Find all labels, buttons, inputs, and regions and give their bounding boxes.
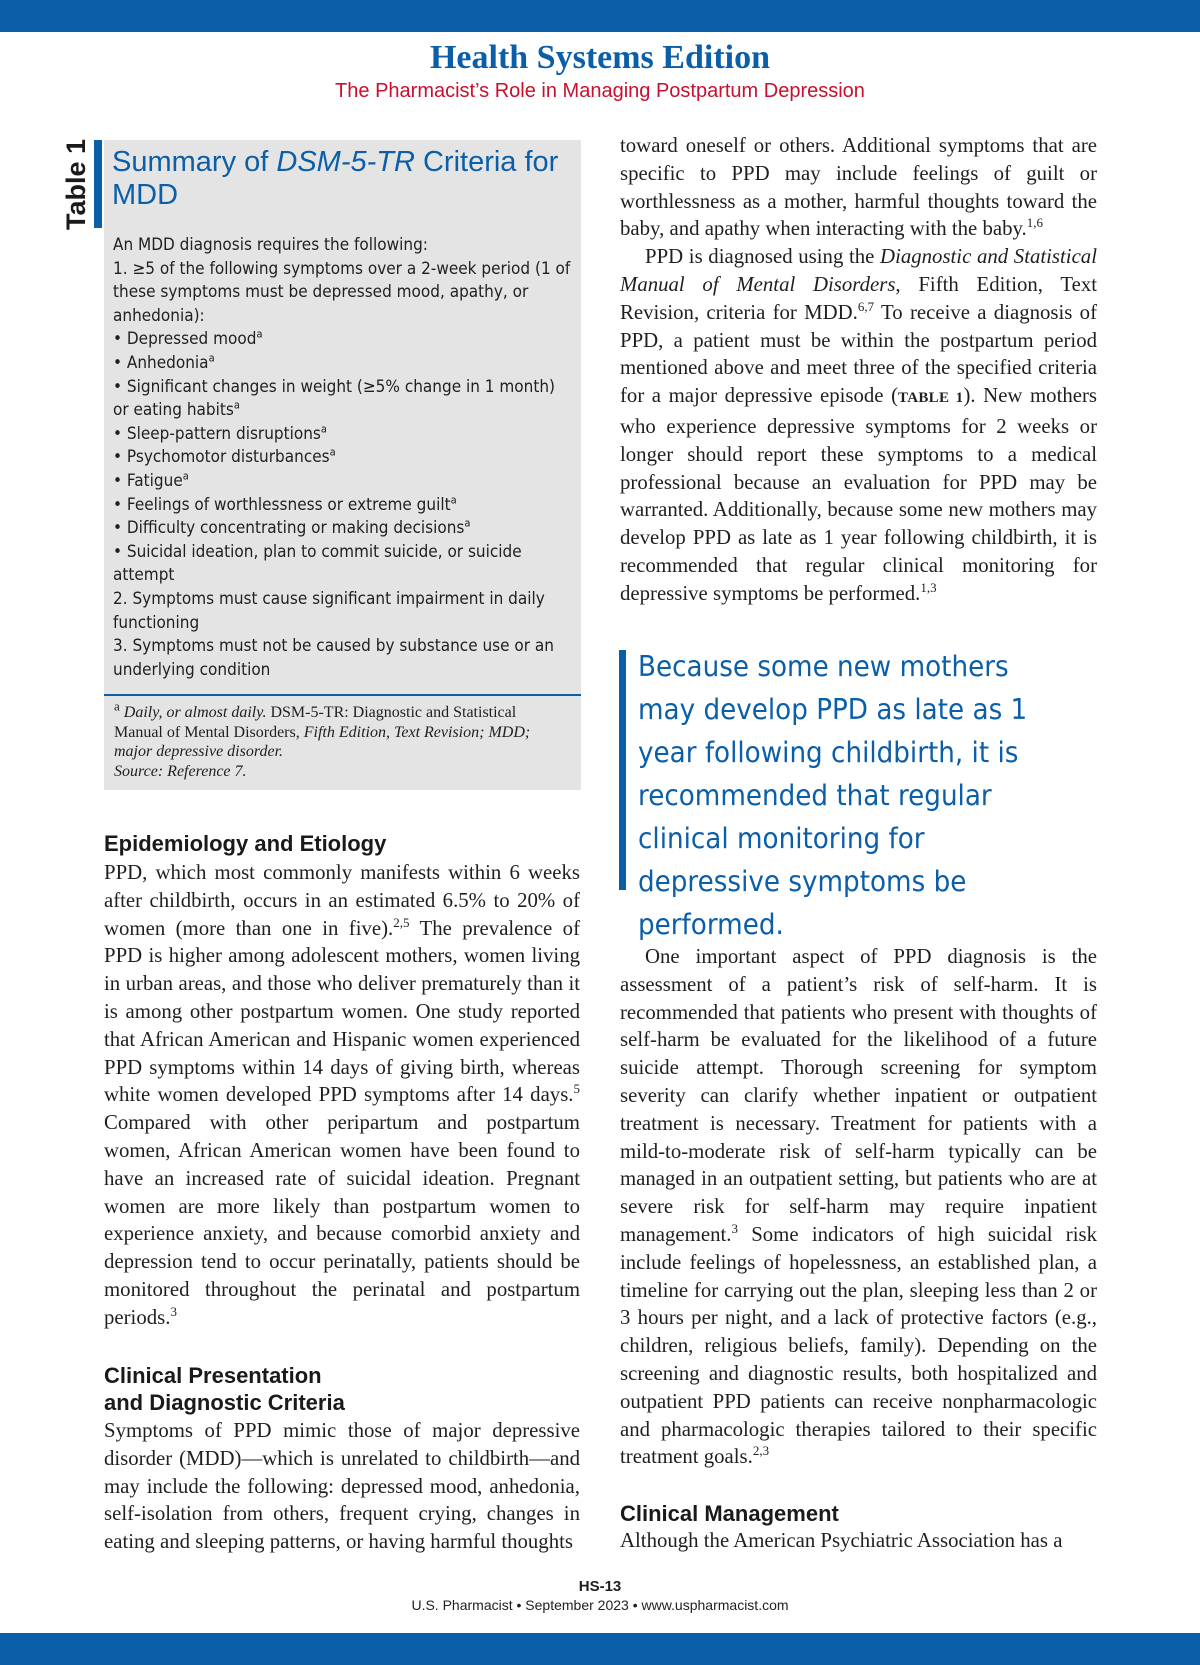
paragraph: toward oneself or others. Additional symptoms that are specific to PPD may include feelings of guilt or worthlessness as a mother, harmful thoughts toward the baby, and apathy when interacting with the baby.$^{1,6}$	[620, 134, 1097, 241]
criteria-bullet: • Depressed mood$^a$	[113, 327, 263, 350]
epidemiology-body	[104, 859, 580, 1332]
table-title: Summary of DSM-5-TR Criteria for MDD	[112, 146, 559, 211]
table-intro: An MDD diagnosis requires the following:	[113, 235, 428, 255]
section-heading-epidemiology: Epidemiology and Etiology	[104, 831, 387, 856]
criteria-bullet: • Feelings of worthlessness or extreme guilt$^a$	[113, 492, 457, 515]
paragraph: One important aspect of PPD diagnosis is the assessment of a patient’s risk of self-harm. It is recommended that patients who present with thoughts of self-harm be evaluated for the likelihood of a future suicide attempt. Thorough screening for symptom severity can clarify whether inpatient or outpatient treatment is necessary. Treatment for patients with a mild-to-moderate risk of self-harm typically can be managed in an outpatient setting, but patients who are at severe risk for self-harm may require inpatient management.$^3$ Some indicators of high suicidal risk include feelings of hopelessness, an established plan, a timeline for carrying out the plan, sleeping less than 2 or 3 hours per night, and a lack of protective factors (e.g., children, religious beliefs, family). Depending on the screening and diagnostic results, both hospitalized and outpatient PPD patients can receive nonpharmacologic and pharmacologic therapies tailored to their specific treatment goals.$^{2,3}$	[620, 945, 1097, 1469]
paragraph: Symptoms of PPD mimic those of major depressive disorder (MDD)—which is unrelated to childbirth—and may include the following: depressed mood, anhedonia, self-isolation from others, frequent crying, changes in eating and sleeping patterns, or having harmful thoughts	[104, 1419, 580, 1554]
criteria-bullet: • Difficulty concentrating or making decisions$^a$	[113, 516, 471, 539]
page-footer	[0, 1578, 1200, 1614]
criteria-bullet: • Significant changes in weight (≥5% change in 1 month) or eating habits$^a$	[113, 376, 556, 421]
table-reference: TABLE 1	[898, 390, 964, 407]
criteria-bullet: • Fatigue$^a$	[113, 469, 189, 491]
paragraph: PPD is diagnosed using the Diagnostic and Statistical Manual of Mental Disorders, Fifth Edition, Text Revision, criteria for MDD.$^{6,7}$ To receive a diagnosis of PPD, a patient must be within the postpartum period mentioned above and meet three of the specified criteria for a major depressive episode (TABLE 1). New mothers who experience depressive symptoms for 2 weeks or longer should report these symptoms to a medical professional because an evaluation for PPD may be warranted. Additionally, because some new mothers may develop PPD as late as 1 year following childbirth, it is recommended that regular clinical monitoring for depressive symptoms be performed.$^{1,3}$	[620, 245, 1097, 605]
paragraph: PPD, which most commonly manifests within 6 weeks after childbirth, occurs in an estimated 6.5% to 20% of women (more than one in five).$^{2,5}$ The prevalence of PPD is higher among adolescent mothers, women living in urban areas, and those who deliver prematurely than it is among other postpartum women. One study reported that African American and Hispanic women experienced PPD symptoms within 14 days of giving birth, whereas white women developed PPD symptoms after 14 days.$^5$ Compared with other peripartum and postpartum women, African American women have been found to have an increased rate of suicidal ideation. Pregnant women are more likely than postpartum women to experience anxiety, and because comorbid anxiety and depression tend to occur perinatally, patients should be monitored throughout the perinatal and postpartum periods.$^3$	[104, 861, 580, 1329]
table-tab-label: Table 1	[61, 138, 92, 230]
criteria-bullet: • Sleep-pattern disruptions$^a$	[113, 422, 327, 444]
pullquote: Because some new mothers may develop PPD as late as 1 year following childbirth, it is recommended that regular clinical monitoring for depressive symptoms be performed.	[638, 650, 1028, 941]
criteria-item-2: 2. Symptoms must cause significant impairment in daily functioning	[113, 588, 545, 633]
table-footnote: $^a$ Daily, or almost daily. DSM-5-TR: Diagnostic and Statistical Manual of Mental Disorders, Fifth Edition, Text Revision; MDD; major depressive disorder. Source: Reference 7.	[114, 698, 531, 780]
right-column-top	[620, 132, 1097, 608]
criteria-bullet: • Suicidal ideation, plan to commit suicide, or suicide attempt	[113, 541, 522, 586]
table-tab-bar	[94, 140, 102, 228]
table-tab	[60, 140, 102, 228]
table-1	[104, 140, 581, 790]
publication-info: U.S. Pharmacist • September 2023 • www.uspharmacist.com	[411, 1597, 789, 1613]
criteria-item-3: 3. Symptoms must not be caused by substance use or an underlying condition	[113, 636, 555, 680]
criteria-bullet: • Psychomotor disturbances$^a$	[113, 445, 336, 468]
table-body	[113, 234, 573, 682]
clinical-management-body	[620, 1527, 1097, 1555]
section-heading-clinical-presentation: Clinical Presentation and Diagnostic Criteria	[104, 1363, 345, 1415]
criteria-bullet: • Anhedonia$^a$	[113, 351, 215, 373]
article-subtitle: The Pharmacist’s Role in Managing Postpartum Depression	[335, 80, 865, 102]
pullquote-bar	[619, 650, 626, 890]
top-color-bar	[0, 0, 1200, 32]
edition-title: Health Systems Edition	[429, 39, 771, 76]
masthead	[0, 38, 1200, 104]
clinical-presentation-body	[104, 1417, 580, 1556]
page-number: HS-13	[578, 1578, 622, 1595]
right-column-bottom	[620, 943, 1097, 1471]
paragraph: Although the American Psychiatric Association has a	[620, 1529, 1063, 1552]
bottom-color-bar	[0, 1633, 1200, 1665]
table-divider	[104, 694, 581, 696]
criteria-item-1: 1. ≥5 of the following symptoms over a 2-week period (1 of these symptoms must be depressed mood, apathy, or anhedonia):	[113, 258, 571, 326]
section-heading-clinical-management: Clinical Management	[620, 1501, 839, 1526]
